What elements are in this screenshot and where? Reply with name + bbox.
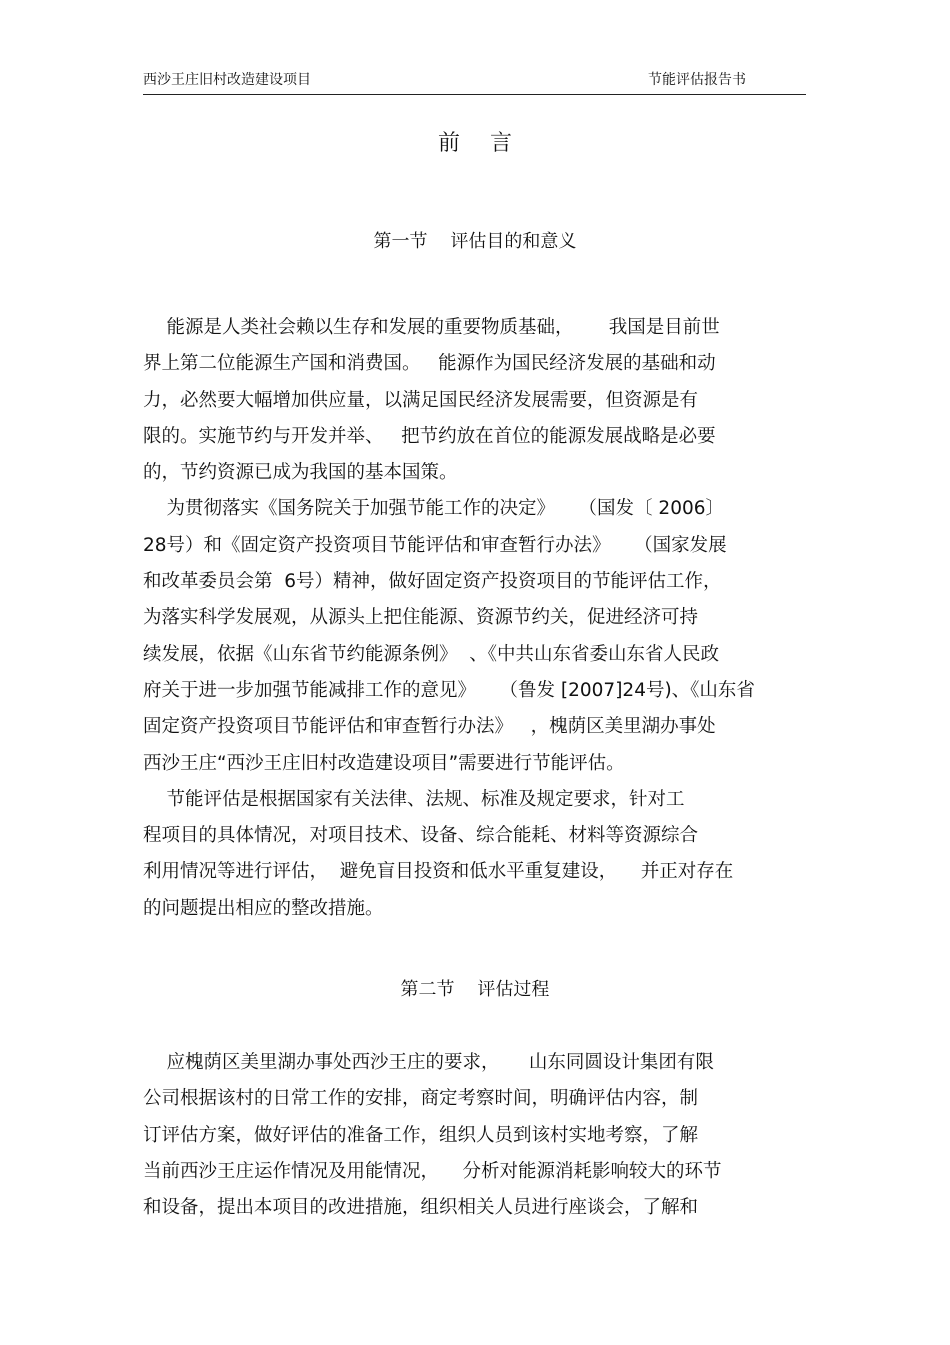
page-title: 前言 xyxy=(437,131,542,156)
paragraph-line: 西沙王庄“西沙王庄旧村改造建设项目”需要进行节能评估。 xyxy=(143,752,625,774)
paragraph-line: 限的。实施节约与开发并举、 把节约放在首位的能源发展战略是必要 xyxy=(143,425,716,447)
page-header xyxy=(143,68,806,95)
paragraph-line: 力，必然要大幅增加供应量，以满足国民经济发展需要，但资源是有 xyxy=(143,389,699,411)
paragraph-line: 府关于进一步加强节能减排工作的意见》 （鲁发 [2007]24号)、《山东省 xyxy=(143,679,755,701)
paragraph-line: 应槐荫区美里湖办事处西沙王庄的要求， 山东同圆设计集团有限 xyxy=(143,1052,714,1073)
section-1-body xyxy=(143,310,823,927)
paragraph-line: 为贯彻落实《国务院关于加强节能工作的决定》 （国发〔 2006〕 xyxy=(143,498,725,520)
header-project-name: 西沙王庄旧村改造建设项目 xyxy=(143,72,311,88)
section-2-body xyxy=(143,1045,823,1226)
paragraph-line: 28号）和《固定资产投资项目节能评估和审查暂行办法》 （国家发展 xyxy=(143,534,727,556)
paragraph-line: 能源是人类社会赖以生存和发展的重要物质基础， 我国是目前世 xyxy=(143,317,720,338)
paragraph-line: 订评估方案，做好评估的准备工作，组织人员到该村实地考察，了解 xyxy=(143,1124,699,1146)
header-report-type: 节能评估报告书 xyxy=(648,72,746,88)
section-heading-2: 第二节 评估过程 xyxy=(400,979,550,1000)
paragraph-line: 节能评估是根据国家有关法律、法规、标准及规定要求，针对工 xyxy=(143,788,685,810)
paragraph-line: 公司根据该村的日常工作的安排，商定考察时间，明确评估内容，制 xyxy=(143,1088,699,1110)
paragraph-line: 当前西沙王庄运作情况及用能情况， 分析对能源消耗影响较大的环节 xyxy=(143,1160,722,1182)
paragraph-line: 固定资产投资项目节能评估和审查暂行办法》 ，槐荫区美里湖办事处 xyxy=(143,716,716,738)
paragraph-line: 的，节约资源已成为我国的基本国策。 xyxy=(143,462,458,484)
paragraph-line: 和改革委员会第 6号）精神，做好固定资产投资项目的节能评估工作， xyxy=(143,571,722,593)
paragraph-line: 为落实科学发展观，从源头上把住能源、资源节约关，促进经济可持 xyxy=(143,607,699,629)
paragraph-line: 利用情况等进行评估， 避免盲目投资和低水平重复建设， 并正对存在 xyxy=(143,861,734,883)
section-heading-1: 第一节 评估目的和意义 xyxy=(373,231,577,252)
paragraph-line: 和设备，提出本项目的改进措施，组织相关人员进行座谈会，了解和 xyxy=(143,1197,699,1219)
paragraph-line: 程项目的具体情况，对项目技术、设备、综合能耗、材料等资源综合 xyxy=(143,825,699,847)
paragraph-line: 界上第二位能源生产国和消费国。 能源作为国民经济发展的基础和动 xyxy=(143,353,716,375)
paragraph-line: 续发展，依据《山东省节约能源条例》 、《中共山东省委山东省人民政 xyxy=(143,643,720,665)
paragraph-line: 的问题提出相应的整改措施。 xyxy=(143,897,384,919)
